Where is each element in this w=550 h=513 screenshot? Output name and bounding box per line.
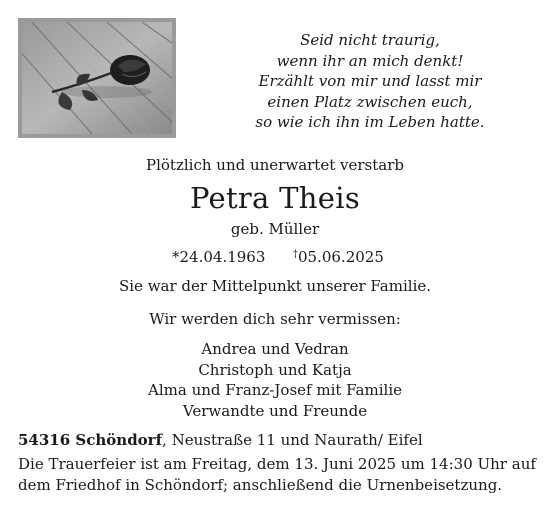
mourner: Verwandte und Freunde (182, 401, 368, 420)
poem-line: wenn ihr an mich denkt! (276, 51, 464, 70)
birth-symbol: * (172, 248, 180, 266)
cross-icon: † (293, 249, 298, 260)
poem-line: einen Platz zwischen euch, (267, 92, 473, 111)
ceremony-info (18, 454, 538, 496)
poem-line: Seid nicht traurig, (300, 31, 440, 49)
maiden-name: geb. Müller (230, 220, 320, 238)
ceremony-line: Die Trauerfeier ist am Freitag, dem 13. Juni 2025 um 14:30 Uhr auf (18, 455, 536, 473)
address-city: 54316 Schöndorf (18, 431, 163, 449)
farewell-text: Wir werden dich sehr vermissen: (149, 310, 401, 328)
death-date: †05.06.2025 (293, 248, 384, 266)
mourner: Andrea und Vedran (201, 340, 349, 358)
poem-line: so wie ich ihn im Leben hatte. (255, 113, 485, 131)
address (18, 431, 423, 449)
mourner: Christoph und Katja (198, 360, 352, 379)
address-street: , Neustraße 11 und Naurath/ Eifel (162, 431, 423, 449)
birth-date: *24.04.1963 (172, 248, 266, 266)
poem-line: Erzählt von mir und lasst mir (258, 72, 482, 90)
mourner: Alma und Franz-Josef mit Familie (148, 381, 402, 399)
poem (200, 30, 540, 133)
rose-photo (18, 18, 176, 138)
deceased-name: Petra Theis (189, 181, 361, 215)
ceremony-line: dem Friedhof in Schöndorf; anschließend die Urnenbeisetzung. (18, 476, 503, 494)
mourners-list (0, 339, 550, 421)
tribute-text: Sie war der Mittelpunkt unserer Familie. (118, 277, 432, 295)
intro-text: Plötzlich und unerwartet verstarb (146, 156, 404, 174)
rose-on-wood-icon (22, 22, 172, 134)
